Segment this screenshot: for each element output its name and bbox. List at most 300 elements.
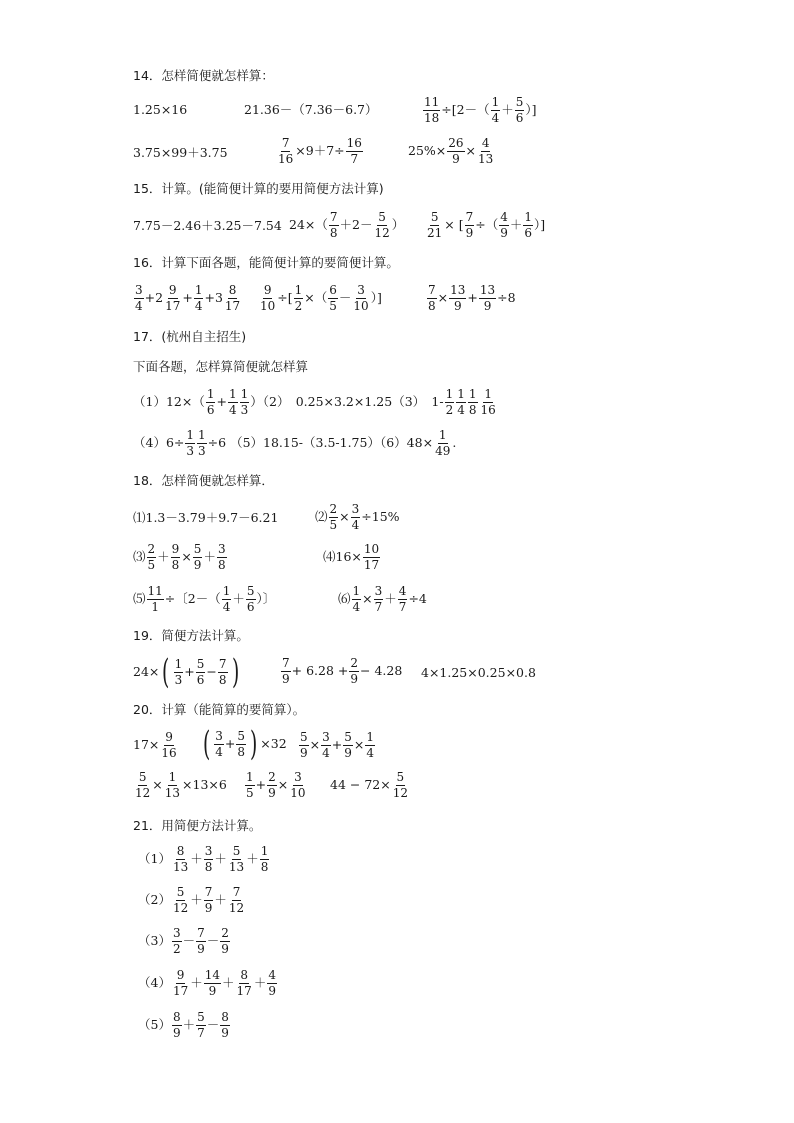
text: ＋: [190, 974, 203, 990]
fraction: [427, 284, 437, 312]
numerator: 1: [206, 387, 215, 401]
heading-q15: 15．计算。(能简便计算的要用简便方法计算): [133, 181, 384, 196]
fraction: [172, 1011, 182, 1039]
numerator: 5: [396, 770, 405, 784]
text: ＋2－: [339, 216, 373, 232]
denominator: 4: [228, 402, 237, 417]
text: 4×1.25×0.25×0.8: [421, 665, 536, 680]
text: ×（: [304, 289, 328, 305]
text: +: [184, 663, 195, 679]
fraction: [147, 543, 157, 571]
fraction: [499, 211, 509, 239]
denominator: 12: [392, 785, 408, 800]
denominator: 8: [218, 672, 227, 687]
q16-expr-1: [133, 284, 242, 312]
q14-expr-5: [276, 137, 364, 165]
numerator: 7: [232, 885, 241, 899]
numerator: 9: [168, 283, 177, 297]
text: ÷4: [408, 590, 427, 606]
fraction: [398, 585, 408, 613]
numerator: 3: [294, 770, 302, 784]
text: ＋: [246, 850, 259, 866]
denominator: 17: [224, 298, 241, 313]
text: ⑶: [133, 548, 146, 564]
fraction: [465, 211, 475, 239]
numerator: 2: [268, 770, 276, 784]
heading-q14: 14．怎样简便就怎样算：: [133, 68, 274, 83]
q18-expr-3: [133, 543, 228, 571]
fraction: [204, 969, 221, 997]
q18-expr-5: [133, 585, 275, 613]
denominator: 9: [483, 298, 492, 313]
numerator: 8: [228, 283, 237, 297]
fraction: [351, 503, 361, 531]
numerator: 7: [281, 136, 290, 150]
numerator: 16: [346, 136, 362, 150]
q18-expr-1: [133, 512, 278, 525]
q15-expr-3: [425, 211, 545, 239]
q16-expr-3: [426, 284, 516, 312]
fraction: [352, 284, 369, 312]
numerator: 7: [197, 926, 205, 940]
q20-expr-2: [200, 724, 287, 764]
numerator: 5: [193, 542, 202, 556]
numerator: 5: [378, 210, 386, 224]
numerator: 1: [294, 283, 303, 297]
denominator: 5: [246, 785, 254, 800]
text: ）]: [525, 101, 537, 117]
text: +: [224, 735, 236, 751]
denominator: 9: [193, 557, 202, 572]
text: ＋: [182, 1016, 196, 1032]
denominator: 10: [260, 298, 276, 313]
denominator: 13: [164, 785, 181, 800]
text: ×: [339, 508, 350, 524]
text: .: [452, 434, 457, 450]
denominator: 9: [300, 745, 308, 760]
text: +: [216, 393, 227, 409]
denominator: 8: [260, 859, 269, 874]
numerator: 3: [351, 502, 360, 516]
text: ＋: [157, 548, 170, 564]
denominator: 8: [237, 744, 246, 759]
q19-expr-3: [421, 667, 536, 680]
fraction: [204, 886, 214, 914]
denominator: 8: [204, 859, 213, 874]
text: ÷（: [475, 216, 499, 232]
text: －: [182, 932, 196, 948]
numerator: 8: [172, 1010, 181, 1024]
q14-expr-2: [244, 104, 378, 117]
q21-expr-4: [138, 969, 278, 997]
denominator: 9: [204, 900, 213, 915]
fraction: [426, 211, 443, 239]
text: ＋: [214, 891, 227, 907]
denominator: 9: [452, 151, 460, 166]
fraction: [196, 658, 206, 686]
fraction: [174, 658, 184, 686]
numerator: 11: [147, 584, 163, 598]
numerator: 1: [260, 844, 269, 858]
numerator: 8: [176, 844, 185, 858]
fraction: [164, 771, 181, 799]
denominator: 16: [278, 151, 294, 166]
text: （1）: [138, 850, 171, 866]
text: +: [255, 776, 267, 792]
q21-expr-3: [138, 927, 231, 955]
fraction: [218, 658, 228, 686]
fraction: [245, 771, 255, 799]
fraction: [134, 284, 144, 312]
denominator: 49: [435, 443, 451, 458]
numerator: 5: [430, 210, 439, 224]
fraction: [197, 429, 207, 457]
text: ＋: [253, 974, 267, 990]
numerator: 5: [196, 656, 205, 671]
fraction: [236, 730, 246, 758]
text: +: [467, 289, 478, 305]
numerator: 5: [515, 95, 524, 109]
denominator: 8: [171, 557, 180, 572]
text: ＋: [222, 974, 235, 990]
text: （2）: [138, 891, 171, 907]
numerator: 3: [215, 728, 223, 743]
numerator: 13: [450, 283, 466, 297]
numerator: 1: [468, 387, 477, 401]
numerator: 7: [282, 656, 290, 670]
fraction: [172, 886, 189, 914]
fraction: [515, 96, 525, 124]
q18-expr-4: [323, 543, 381, 571]
denominator: 2: [172, 941, 181, 956]
text: ＋: [501, 101, 514, 117]
numerator: 9: [176, 968, 185, 982]
text: ×: [437, 289, 449, 305]
q17-row-2: [133, 429, 456, 457]
heading-q16: 16．计算下面各题，能简便计算的要简便计算。: [133, 255, 399, 270]
text: −: [206, 663, 217, 679]
numerator: 2: [329, 502, 338, 516]
numerator: 1: [186, 428, 195, 442]
text: ＋: [509, 216, 523, 232]
fraction: [240, 388, 250, 416]
text: （4）6÷: [133, 434, 185, 450]
numerator: 5: [197, 1010, 205, 1024]
q14-expr-4: [133, 147, 228, 160]
heading-q18: 18．怎样简便就怎样算．: [133, 473, 274, 488]
numerator: 1: [352, 584, 361, 598]
q20-expr-4: [133, 771, 227, 799]
fraction: [228, 845, 245, 873]
text: ×32: [260, 735, 287, 751]
denominator: 4: [194, 298, 203, 313]
fraction: [491, 96, 501, 124]
denominator: 12: [374, 225, 390, 240]
text: ×: [309, 736, 321, 752]
text: ×: [362, 590, 373, 606]
fraction: [196, 1011, 206, 1039]
fraction: [289, 771, 306, 799]
text: × [: [444, 216, 464, 232]
denominator: 9: [197, 941, 205, 956]
q15-expr-2: [289, 211, 404, 239]
numerator: 1: [491, 95, 500, 109]
denominator: 5: [329, 517, 338, 532]
numerator: 1: [194, 283, 203, 297]
fraction: [365, 731, 375, 759]
numerator: 1: [168, 770, 177, 784]
denominator: 9: [344, 745, 352, 760]
denominator: 9: [221, 1025, 229, 1040]
text: ＋: [203, 548, 216, 564]
numerator: 2: [147, 542, 156, 556]
denominator: 9: [221, 941, 229, 956]
text: ×: [277, 776, 289, 792]
fraction: [328, 284, 338, 312]
text: ÷〔2－（: [164, 590, 221, 606]
fraction: [228, 886, 245, 914]
denominator: 9: [282, 671, 290, 686]
denominator: 6: [515, 110, 524, 125]
fraction: [160, 731, 177, 759]
fraction: [224, 284, 241, 312]
numerator: 8: [221, 1010, 229, 1024]
numerator: 3: [135, 283, 143, 297]
q18-expr-6: [338, 585, 427, 613]
denominator: 2: [294, 298, 303, 313]
numerator: 1: [240, 387, 249, 401]
fraction: [373, 211, 390, 239]
text: +2: [144, 289, 164, 305]
numerator: 3: [374, 584, 383, 598]
text: ×13×6: [182, 776, 227, 792]
text: ⑹: [338, 590, 351, 606]
denominator: 17: [165, 298, 181, 313]
fraction: [217, 543, 227, 571]
denominator: 4: [457, 402, 465, 417]
text: ⑷16×: [323, 548, 362, 564]
numerator: 6: [329, 283, 337, 297]
fraction: [329, 503, 339, 531]
numerator: 4: [268, 968, 276, 982]
numerator: 1: [366, 730, 375, 744]
numerator: 7: [428, 283, 436, 297]
q16-expr-2: [258, 284, 382, 312]
text: +: [182, 289, 193, 305]
fraction: [449, 284, 466, 312]
fraction: [134, 771, 151, 799]
denominator: 7: [197, 1025, 205, 1040]
denominator: 13: [172, 859, 189, 874]
numerator: 7: [204, 885, 213, 899]
numerator: 13: [479, 283, 496, 297]
fraction: [260, 845, 270, 873]
text: ×: [181, 548, 192, 564]
fraction: [228, 388, 238, 416]
fraction: [259, 284, 276, 312]
numerator: 8: [240, 968, 248, 982]
fraction: [222, 585, 232, 613]
text: ＋: [190, 850, 203, 866]
fraction: [321, 731, 331, 759]
fraction: [299, 731, 309, 759]
text: 17×: [133, 736, 160, 752]
heading-q20: 20．计算（能简算的要简算）。: [133, 702, 306, 717]
q19-expr-2: [280, 657, 402, 685]
numerator: 1: [222, 584, 231, 598]
fraction: [423, 96, 440, 124]
numerator: 1: [246, 770, 254, 784]
text: + 6.28 +: [291, 662, 349, 678]
q14-expr-3: [422, 96, 537, 124]
denominator: 13: [478, 151, 494, 166]
numerator: 5: [344, 730, 352, 744]
q20-expr-1: [133, 731, 179, 759]
fraction: [147, 585, 164, 613]
fraction: [220, 1011, 230, 1039]
numerator: 14: [204, 968, 221, 982]
denominator: 6: [524, 225, 533, 240]
numerator: 3: [322, 730, 330, 744]
numerator: 5: [237, 728, 246, 743]
fraction: [185, 429, 195, 457]
numerator: 5: [300, 730, 308, 744]
numerator: 7: [218, 656, 227, 671]
numerator: 5: [246, 584, 255, 598]
numerator: 1: [524, 210, 533, 224]
text: ÷[: [277, 289, 293, 305]
denominator: 3: [240, 402, 249, 417]
denominator: 21: [427, 225, 443, 240]
text: ）〕: [256, 590, 276, 606]
denominator: 17: [363, 557, 380, 572]
fraction: [479, 284, 496, 312]
fraction: [363, 543, 380, 571]
fraction: [246, 585, 256, 613]
heading-q17: 17．(杭州自主招生): [133, 329, 247, 344]
fraction: [352, 585, 362, 613]
text: ÷[2－（: [441, 101, 490, 117]
text: ＋: [214, 850, 227, 866]
fraction: [434, 429, 451, 457]
denominator: 4: [222, 599, 231, 614]
text: 3.75×99＋3.75: [133, 145, 228, 160]
denominator: 17: [236, 983, 252, 998]
fraction: [194, 284, 204, 312]
numerator: 4: [500, 210, 508, 224]
fraction: [294, 284, 304, 312]
q20-expr-6: [330, 771, 410, 799]
numerator: 4: [398, 584, 407, 598]
text: （1）12×（: [133, 393, 205, 409]
left-paren: (: [162, 652, 170, 692]
numerator: 7: [329, 210, 338, 224]
denominator: 9: [172, 1025, 181, 1040]
text: －: [206, 1016, 220, 1032]
text: ÷6 （5）18.15-（3.5-1.75）（6）48×: [207, 434, 434, 450]
denominator: 3: [174, 672, 183, 687]
denominator: 9: [465, 225, 474, 240]
numerator: 3: [204, 844, 213, 858]
denominator: 8: [468, 402, 477, 417]
denominator: 7: [398, 599, 407, 614]
numerator: 3: [217, 542, 226, 556]
text: ）（2） 0.25×3.2×1.25（3） 1-: [250, 393, 444, 409]
fraction: [349, 657, 359, 685]
numerator: 9: [263, 283, 272, 297]
denominator: 9: [268, 785, 276, 800]
numerator: 1: [438, 428, 447, 442]
denominator: 1: [151, 599, 159, 614]
denominator: 10: [290, 785, 306, 800]
text: ＋: [232, 590, 245, 606]
fraction: [523, 211, 533, 239]
numerator: 5: [176, 885, 185, 899]
denominator: 4: [215, 744, 223, 759]
numerator: 5: [232, 844, 241, 858]
q19-expr-1: [133, 652, 242, 692]
right-paren: ): [231, 652, 239, 692]
text: 7.75－2.46＋3.25－7.54: [133, 218, 282, 233]
text: （3）: [138, 932, 171, 948]
denominator: 17: [172, 983, 189, 998]
numerator: 26: [448, 136, 464, 150]
denominator: 9: [350, 671, 359, 686]
text: 24×（: [289, 216, 328, 232]
q17-row-1: [133, 388, 498, 416]
denominator: 2: [445, 402, 454, 417]
denominator: 6: [246, 599, 255, 614]
fraction: [445, 388, 455, 416]
text: ×: [465, 142, 477, 158]
text: ＋: [190, 891, 203, 907]
q14-expr-1: [133, 104, 187, 117]
text: 44 − 72×: [330, 776, 391, 792]
text: +: [331, 736, 343, 752]
numerator: 2: [221, 926, 229, 940]
numerator: 5: [138, 770, 147, 784]
fraction: [480, 388, 497, 416]
fraction: [329, 211, 339, 239]
fraction: [196, 927, 206, 955]
q21-expr-2: [138, 886, 246, 914]
q18-expr-2: [315, 503, 400, 531]
q21-expr-5: [138, 1011, 231, 1039]
fraction: [468, 388, 478, 416]
denominator: 12: [172, 900, 189, 915]
fraction: [172, 927, 182, 955]
text: ）]: [534, 216, 546, 232]
fraction: [204, 845, 214, 873]
text: ＋: [384, 590, 397, 606]
fraction: [456, 388, 466, 416]
text: （4）: [138, 974, 171, 990]
denominator: 9: [208, 983, 217, 998]
numerator: 1: [228, 387, 237, 401]
denominator: 4: [352, 599, 361, 614]
heading-q21: 21．用简便方法计算。: [133, 818, 262, 833]
denominator: 4: [491, 110, 500, 125]
denominator: 6: [196, 672, 205, 687]
text: ）: [391, 216, 405, 232]
denominator: 16: [161, 745, 177, 760]
numerator: 1: [198, 428, 206, 442]
numerator: 9: [171, 542, 180, 556]
fraction: [214, 730, 224, 758]
denominator: 9: [268, 983, 276, 998]
numerator: 9: [165, 730, 173, 744]
text: 1.25×16: [133, 102, 188, 117]
